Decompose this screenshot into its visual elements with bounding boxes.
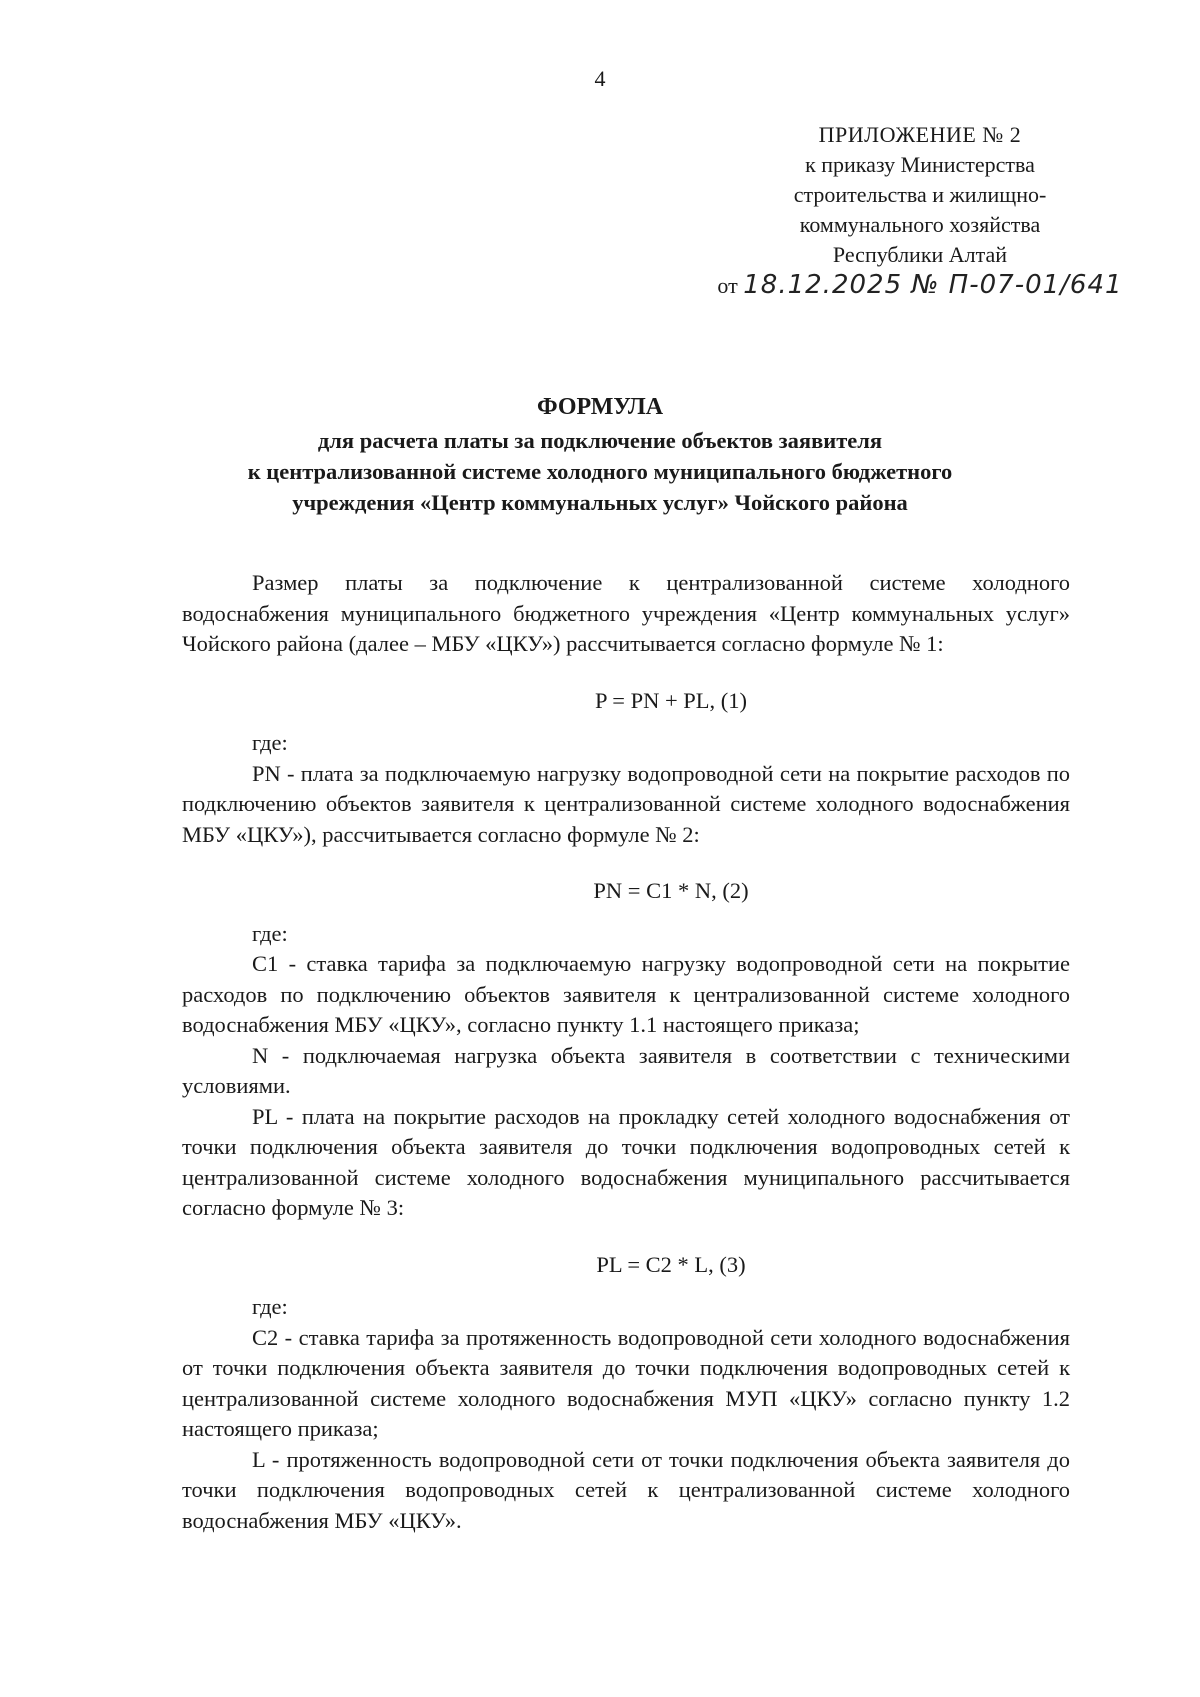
appendix-line: коммунального хозяйства [799,212,1041,237]
appendix-line: строительства и жилищно- [793,182,1047,207]
title-line: для расчета платы за подключение объектов заявителя [317,428,883,453]
where-label: где: [252,1294,288,1319]
definition-pn: PN - плата за подключаемую нагрузку водопроводной сети на покрытие расходов по подключению объектов заявителя к централизованной системе холодного водоснабжения МБУ «ЦКУ»), рассчитывается согласно формуле № 2: [182,760,1070,847]
appendix-heading: ПРИЛОЖЕНИЕ № 2 [818,122,1022,147]
title-line: учреждения «Центр коммунальных услуг» Чойского района [292,490,908,515]
date-prefix: от [717,273,738,298]
handwritten-date-number: 18.12.2025 № П-07-01/641 [743,270,1123,300]
appendix-line: к приказу Министерства [805,152,1035,177]
definition-pl: PL - плата на покрытие расходов на прокладку сетей холодного водоснабжения от точки подключения объекта заявителя до точки подключения водопроводных сетей к централизованной системе холодного водоснабжения муниципального рассчитывается согласно формуле № 3: [182,1103,1070,1220]
formula-2: PN = C1 * N, (2) [593,878,749,903]
definition-c2: C2 - ставка тарифа за протяженность водопроводной сети холодного водоснабжения от точки подключения объекта заявителя до точки подключения водопроводных сетей к централизованной системе холодного водоснабжения МУП «ЦКУ» согласно пункту 1.2 настоящего приказа; [182,1324,1070,1441]
appendix-block [700,120,1140,301]
page-number: 4 [594,66,606,91]
where-label: где: [252,920,288,946]
definition-l: L - протяженность водопроводной сети от точки подключения объекта заявителя до точки подключения водопроводных сетей к централизованной системе холодного водоснабжения МБУ «ЦКУ». [182,1446,1070,1533]
formula-1: P = PN + PL, (1) [594,687,748,713]
document-body [182,568,1070,1536]
definition-n: N - подключаемая нагрузка объекта заявителя в соответствии с техническими условиями. [182,1042,1070,1098]
intro-paragraph: Размер платы за подключение к централизованной системе холодного водоснабжения муниципального бюджетного учреждения «Центр коммунальных услуг» Чойского района (далее – МБУ «ЦКУ») рассчитывается согласно формуле № 1: [182,570,1070,656]
document-title [160,392,1040,518]
appendix-date-row [700,270,1140,301]
appendix-line: Республики Алтай [832,242,1008,267]
definition-c1: C1 - ставка тарифа за подключаемую нагрузку водопроводной сети на покрытие расходов по подключению объектов заявителя к централизованной системе холодного водоснабжения МБУ «ЦКУ», согласно пункту 1.1 настоящего приказа; [182,951,1070,1037]
title-main: ФОРМУЛА [536,394,664,420]
title-line: к централизованной системе холодного муниципального бюджетного [247,459,953,484]
formula-3: PL = C2 * L, (3) [596,1251,746,1277]
where-label: где: [252,730,288,755]
